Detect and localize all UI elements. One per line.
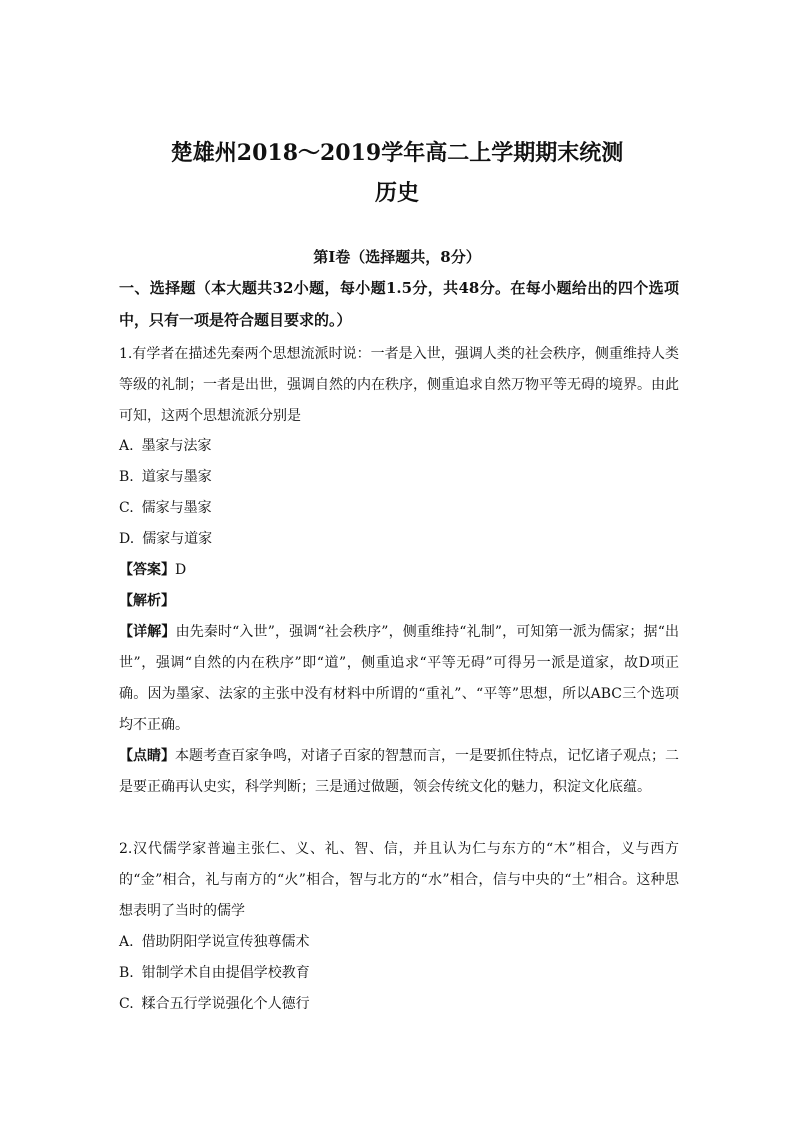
option-text: 糅合五行学说强化个人德行 bbox=[141, 996, 310, 1012]
question-1-option-a bbox=[119, 431, 212, 462]
option-letter: D. bbox=[119, 531, 135, 547]
option-letter: B. bbox=[119, 965, 134, 981]
question-2-stem: 2.汉代儒学家普遍主张仁、义、礼、智、信，并且认为仁与东方的“木”相合，义与西方的“金”相合，礼与南方的“火”相合，智与北方的“水”相合，信与中央的“土”相合。这种思想表明了当时的儒学 bbox=[119, 841, 679, 919]
question-1-option-b bbox=[119, 462, 212, 493]
option-text: 墨家与法家 bbox=[141, 438, 212, 454]
option-letter: C. bbox=[119, 500, 134, 516]
question-1-stem: 1.有学者在描述先秦两个思想流派时说：一者是入世，强调人类的社会秩序，侧重维持人类等级的礼制；一者是出世，强调自然的内在秩序，侧重追求自然万物平等无碍的境界。由此可知，这两个思想流派分别是 bbox=[119, 346, 679, 424]
question-1-analysis-label bbox=[119, 586, 175, 617]
point-text: 本题考查百家争鸣，对诸子百家的智慧而言，一是要抓住特点，记忆诸子观点；二是要正确再认史实，科学判断；三是通过做题，领会传统文化的魅力，积淀文化底蕴。 bbox=[119, 748, 679, 795]
answer-value: D bbox=[175, 562, 187, 578]
option-letter: C. bbox=[119, 996, 134, 1012]
question-1-point bbox=[119, 741, 679, 803]
option-letter: B. bbox=[119, 469, 134, 485]
question-1-option-d bbox=[119, 524, 212, 555]
option-text: 儒家与墨家 bbox=[141, 500, 212, 516]
option-text: 借助阴阳学说宣传独尊儒术 bbox=[141, 934, 310, 950]
detail-text: 由先秦时“入世”，强调“社会秩序”，侧重维持“礼制”，可知第一派为儒家；据“出世”，强调“自然的内在秩序”即“道”，侧重追求“平等无碍”可得另一派是道家，故D项正确。因为墨家、法家的主张中没有材料中所谓的“重礼”、“平等”思想，所以ABC三个选项均不正确。 bbox=[119, 624, 679, 733]
analysis-label: 【解析】 bbox=[119, 593, 175, 609]
question-1-answer bbox=[119, 555, 186, 586]
point-label: 【点睛】 bbox=[119, 748, 175, 764]
question-2-option-b bbox=[119, 958, 310, 989]
answer-label: 【答案】 bbox=[119, 562, 175, 578]
option-text: 钳制学术自由提倡学校教育 bbox=[141, 965, 310, 981]
question-1-detail bbox=[119, 617, 679, 741]
option-letter: A. bbox=[119, 934, 134, 950]
detail-label: 【详解】 bbox=[119, 624, 176, 640]
section-heading: 第Ⅰ卷（选择题共，8分） bbox=[313, 248, 481, 266]
option-letter: A. bbox=[119, 438, 134, 454]
question-2-option-a bbox=[119, 927, 310, 958]
section-instruction: 一、选择题（本大题共32小题，每小题1.5分，共48分。在每小题给出的四个选项中，只有一项是符合题目要求的。） bbox=[119, 279, 679, 329]
option-text: 儒家与道家 bbox=[142, 531, 213, 547]
question-2-option-c bbox=[119, 989, 310, 1020]
option-text: 道家与墨家 bbox=[141, 469, 212, 485]
exam-subject: 历史 bbox=[374, 180, 419, 206]
exam-title: 楚雄州2018～2019学年高二上学期期末统测 bbox=[170, 140, 624, 166]
question-1-option-c bbox=[119, 493, 212, 524]
